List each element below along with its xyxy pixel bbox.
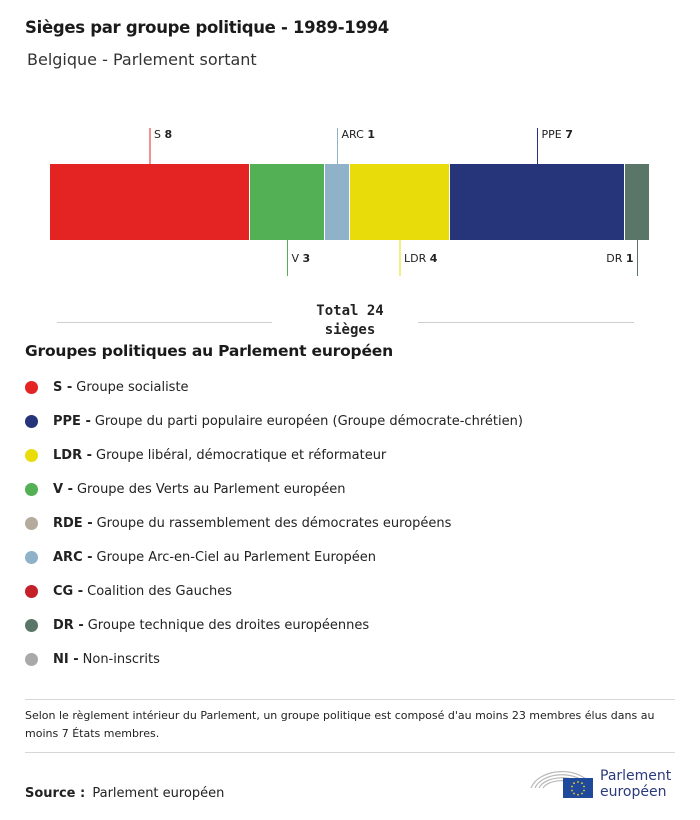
legend-color-dot (25, 619, 38, 632)
legend-item (25, 438, 523, 472)
bar-segment-v (250, 164, 324, 240)
legend-title: Groupes politiques au Parlement européen (25, 342, 393, 360)
legend-abbr: S - (53, 379, 73, 395)
legend-abbr: PPE - (53, 413, 91, 429)
bar-segment-dr (625, 164, 649, 240)
logo-text (600, 768, 671, 800)
legend-item (25, 540, 523, 574)
logo-line-2: européen (600, 784, 667, 800)
chart-title: Sièges par groupe politique - 1989-1994 (25, 18, 389, 37)
footer-divider-top (25, 699, 675, 700)
total-divider-left (57, 322, 272, 323)
legend-color-dot (25, 551, 38, 564)
legend-color-dot (25, 381, 38, 394)
source-line (25, 786, 224, 801)
legend-color-dot (25, 517, 38, 530)
legend-color-dot (25, 415, 38, 428)
data-label-dr: DR 1 (606, 252, 634, 265)
data-label-ldr: LDR 4 (404, 252, 438, 265)
legend-color-dot (25, 585, 38, 598)
legend-abbr: ARC - (53, 549, 93, 565)
total-seats-label: Total 24 sièges (316, 303, 384, 338)
total-divider-right (418, 322, 634, 323)
legend-item (25, 506, 523, 540)
legend-list (25, 370, 523, 676)
legend-color-dot (25, 483, 38, 496)
legend-label: Groupe du rassemblement des démocrates européens (96, 515, 452, 531)
data-label-ppe: PPE 7 (541, 128, 573, 141)
parliament-hemicycle-icon (528, 760, 598, 802)
data-label-arc: ARC 1 (341, 128, 375, 141)
data-label-v: V 3 (291, 252, 311, 265)
seat-bar-chart (0, 0, 700, 300)
legend-label: Groupe du parti populaire européen (Groupe démocrate-chrétien) (94, 413, 523, 429)
bar-segment-ppe (450, 164, 624, 240)
legend-label: Groupe libéral, démocratique et réformateur (96, 447, 387, 463)
legend-abbr: V - (53, 481, 73, 497)
bar-segment-ldr (350, 164, 449, 240)
legend-color-dot (25, 449, 38, 462)
source-value: Parlement européen (92, 786, 225, 801)
legend-item (25, 574, 523, 608)
legend-label: Groupe Arc-en-Ciel au Parlement Européen (96, 549, 377, 565)
legend-item (25, 472, 523, 506)
legend-color-dot (25, 653, 38, 666)
legend-abbr: LDR - (53, 447, 93, 463)
legend-abbr: CG - (53, 583, 84, 599)
footer-divider-bottom (25, 752, 675, 753)
legend-label: Groupe technique des droites européennes (87, 617, 370, 633)
legend-label: Groupe des Verts au Parlement européen (76, 481, 346, 497)
legend-item (25, 404, 523, 438)
legend-abbr: RDE - (53, 515, 93, 531)
bar-segment-s (50, 164, 249, 240)
european-parliament-logo (528, 760, 678, 802)
legend-item (25, 642, 523, 676)
footnote: Selon le règlement intérieur du Parlement, un groupe politique est composé d'au moins 23 membres élus dans au moins 7 États membres. (25, 709, 655, 740)
legend-abbr: NI - (53, 651, 79, 667)
bar-segment-arc (325, 164, 349, 240)
legend-item (25, 370, 523, 404)
data-label-s: S 8 (154, 128, 173, 141)
logo-line-1: Parlement (600, 768, 672, 784)
source-label: Source : (25, 786, 86, 801)
legend-label: Coalition des Gauches (87, 583, 232, 599)
chart-subtitle: Belgique - Parlement sortant (27, 50, 257, 69)
legend-item (25, 608, 523, 642)
legend-label: Groupe socialiste (76, 379, 189, 395)
legend-abbr: DR - (53, 617, 84, 633)
legend-label: Non-inscrits (82, 651, 160, 667)
